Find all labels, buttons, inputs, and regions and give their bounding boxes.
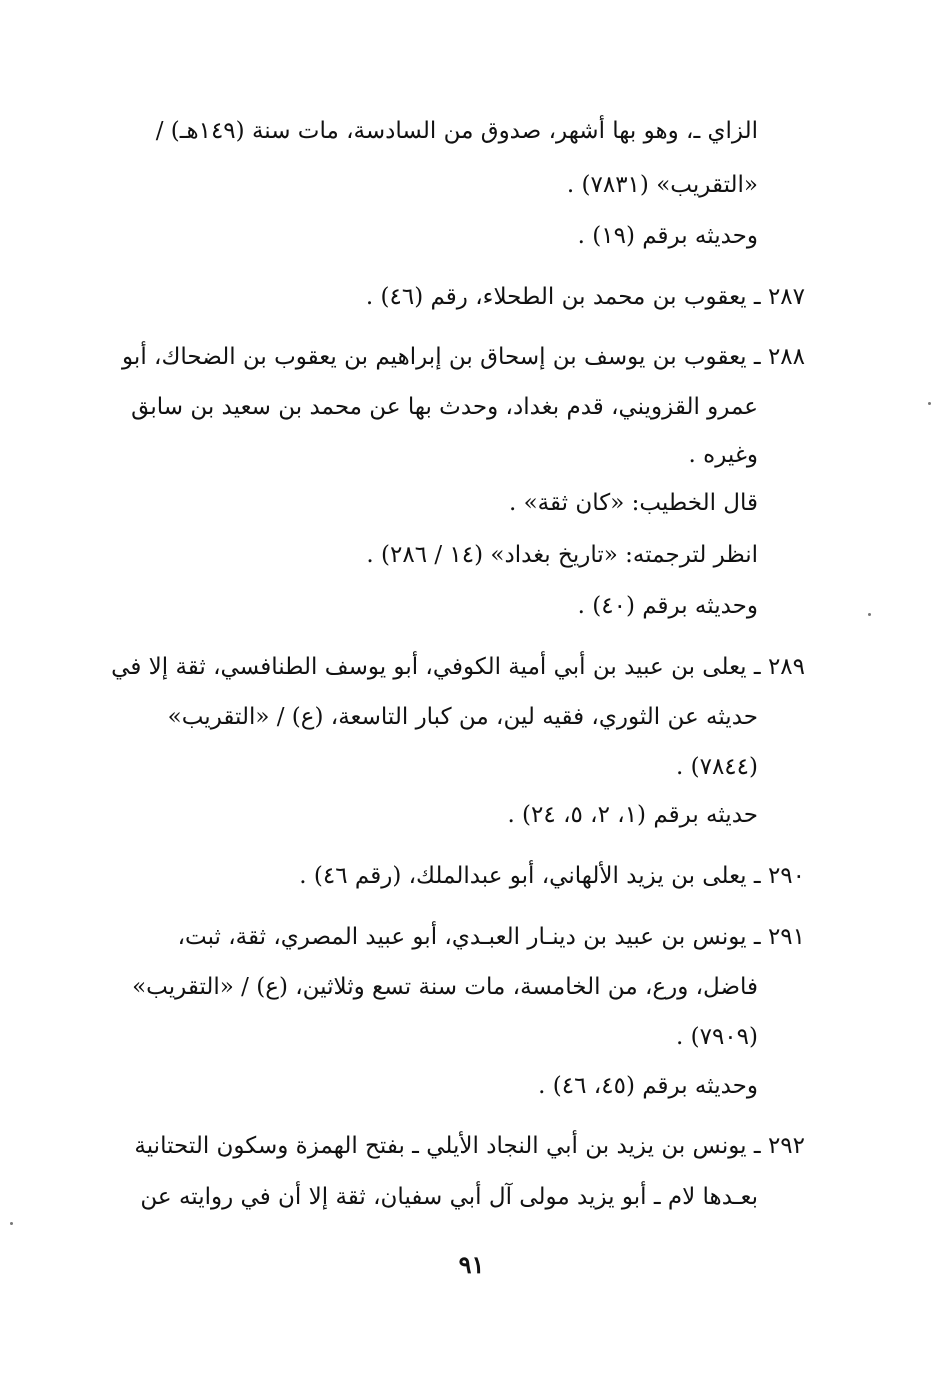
entry-287: ٢٨٧ ـ يعقوب بن محمد بن الطحلاء، رقم (٤٦) . — [365, 284, 805, 310]
scan-speck — [10, 1222, 13, 1225]
scan-speck — [928, 402, 931, 405]
text-line: انظر لترجمته: «تاريخ بغداد» (١٤ / ٢٨٦) . — [366, 542, 758, 568]
text-line: وغيره . — [688, 442, 758, 468]
text-line: قال الخطيب: «كان ثقة» . — [508, 490, 758, 516]
text-line: وحديثه برقم (٤٠) . — [577, 593, 758, 619]
text-line: حديثه عن الثوري، فقيه لين، من كبار التاسعة، (ع) / «التقريب» — [167, 704, 758, 730]
text-line: الزاي ـ، وهو بها أشهر، صدوق من السادسة، مات سنة (١٤٩هـ) / — [155, 118, 758, 144]
entry-292: ٢٩٢ ـ يونس بن يزيد بن أبي النجاد الأيلي ـ بفتح الهمزة وسكون التحتانية — [134, 1133, 805, 1159]
text-line: «التقريب» (٧٨٣١) . — [566, 172, 758, 198]
text-line: حديثه برقم (١، ٢، ٥، ٢٤) . — [507, 802, 758, 828]
text-line: عمرو القزويني، قدم بغداد، وحدث بها عن محمد بن سعيد بن سابق — [131, 394, 758, 420]
text-line: وحديثه برقم (١٩) . — [577, 223, 758, 249]
scan-speck — [868, 613, 871, 616]
entry-288: ٢٨٨ ـ يعقوب بن يوسف بن إسحاق بن إبراهيم بن يعقوب بن الضحاك، أبو — [122, 344, 805, 370]
text-line: فاضل، ورع، من الخامسة، مات سنة تسع وثلاثين، (ع) / «التقريب» — [132, 974, 758, 1000]
page-number: ٩١ — [458, 1250, 485, 1279]
entry-289: ٢٨٩ ـ يعلى بن عبيد بن أبي أمية الكوفي، أبو يوسف الطنافسي، ثقة إلا في — [111, 654, 805, 680]
entry-290: ٢٩٠ ـ يعلى بن يزيد الألهاني، أبو عبدالملك، (رقم ٤٦) . — [299, 863, 805, 889]
text-line: (٧٩٠٩) . — [675, 1024, 758, 1050]
entry-291: ٢٩١ ـ يونس بن عبيد بن دينـار العبـدي، أبو عبيد المصري، ثقة، ثبت، — [177, 924, 805, 950]
text-line: بعـدها لام ـ أبو يزيد مولى آل أبي سفيان، ثقة إلا أن في روايته عن — [140, 1184, 758, 1210]
text-line: (٧٨٤٤) . — [675, 754, 758, 780]
text-line: وحديثه برقم (٤٥، ٤٦) . — [538, 1073, 758, 1099]
